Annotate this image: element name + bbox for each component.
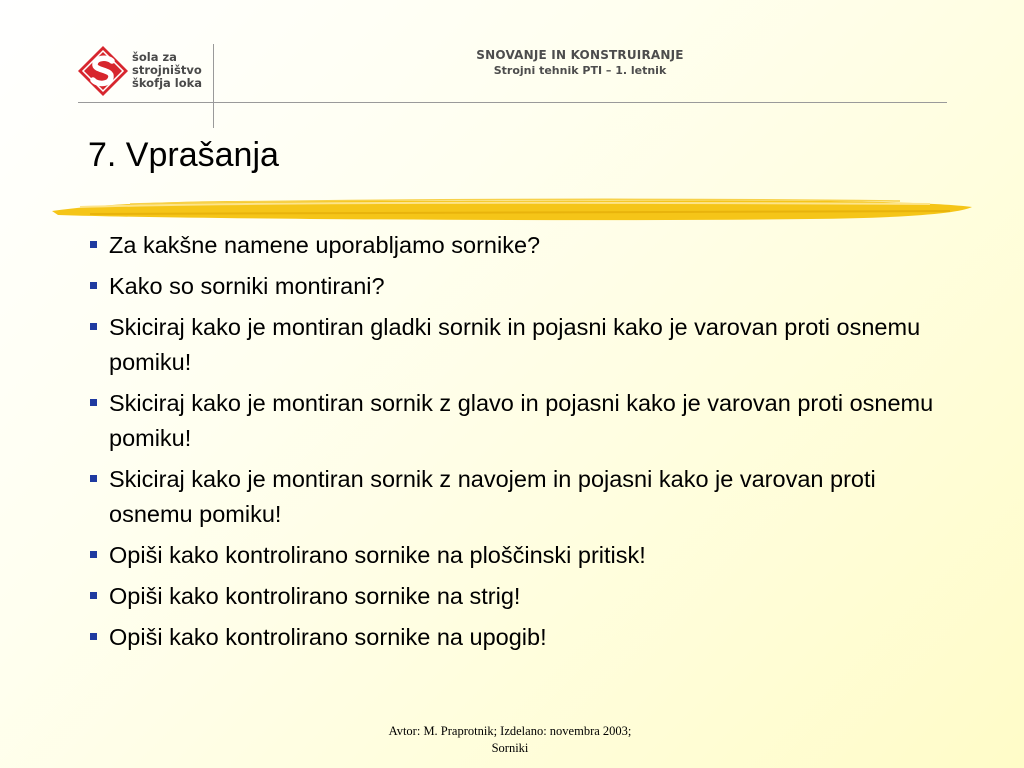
square-bullet-icon: [90, 633, 97, 640]
list-item: [88, 386, 958, 456]
list-item: [88, 228, 958, 263]
list-item-text: Opiši kako kontrolirano sornike na upogib!: [109, 624, 547, 650]
list-item-text: Skiciraj kako je montiran sornik z glavo in pojasni kako je varovan proti osnemu pomiku!: [109, 390, 934, 451]
square-bullet-icon: [90, 282, 97, 289]
school-logo-icon: [76, 44, 130, 98]
list-item: [88, 579, 958, 614]
yellow-brush-stroke: [50, 192, 975, 226]
list-item: [88, 269, 958, 304]
course-title: SNOVANJE IN KONSTRUIRANJE: [476, 48, 684, 62]
slide-footer: [350, 723, 670, 757]
square-bullet-icon: [90, 475, 97, 482]
school-logo-text: [132, 51, 202, 90]
square-bullet-icon: [90, 551, 97, 558]
list-item-text: Za kakšne namene uporabljamo sornike?: [109, 232, 541, 258]
square-bullet-icon: [90, 323, 97, 330]
header-vertical-divider: [213, 44, 214, 128]
list-item-text: Opiši kako kontrolirano sornike na ploščinski pritisk!: [109, 542, 646, 568]
list-item-text: Skiciraj kako je montiran gladki sornik in pojasni kako je varovan proti osnemu pomiku!: [109, 314, 921, 375]
question-list: [88, 228, 958, 661]
school-logo: [76, 44, 216, 102]
list-item-text: Skiciraj kako je montiran sornik z navojem in pojasni kako je varovan proti osnemu pomiku!: [109, 466, 876, 527]
square-bullet-icon: [90, 592, 97, 599]
list-item: [88, 310, 958, 380]
course-subtitle: Strojni tehnik PTI – 1. letnik: [493, 64, 667, 77]
course-header: [380, 48, 780, 77]
logo-line: škofja loka: [132, 76, 203, 90]
list-item: [88, 462, 958, 532]
footer-topic: Sorniki: [491, 741, 529, 755]
list-item: [88, 620, 958, 655]
header-horizontal-divider: [78, 102, 947, 103]
square-bullet-icon: [90, 241, 97, 248]
slide-title: 7. Vprašanja: [88, 136, 279, 174]
square-bullet-icon: [90, 399, 97, 406]
logo-line: strojništvo: [132, 63, 202, 77]
footer-author: Avtor: M. Praprotnik; Izdelano: novembra 2003;: [388, 724, 632, 738]
list-item-text: Kako so sorniki montirani?: [109, 273, 385, 299]
list-item-text: Opiši kako kontrolirano sornike na strig!: [109, 583, 521, 609]
logo-line: šola za: [132, 50, 177, 64]
list-item: [88, 538, 958, 573]
